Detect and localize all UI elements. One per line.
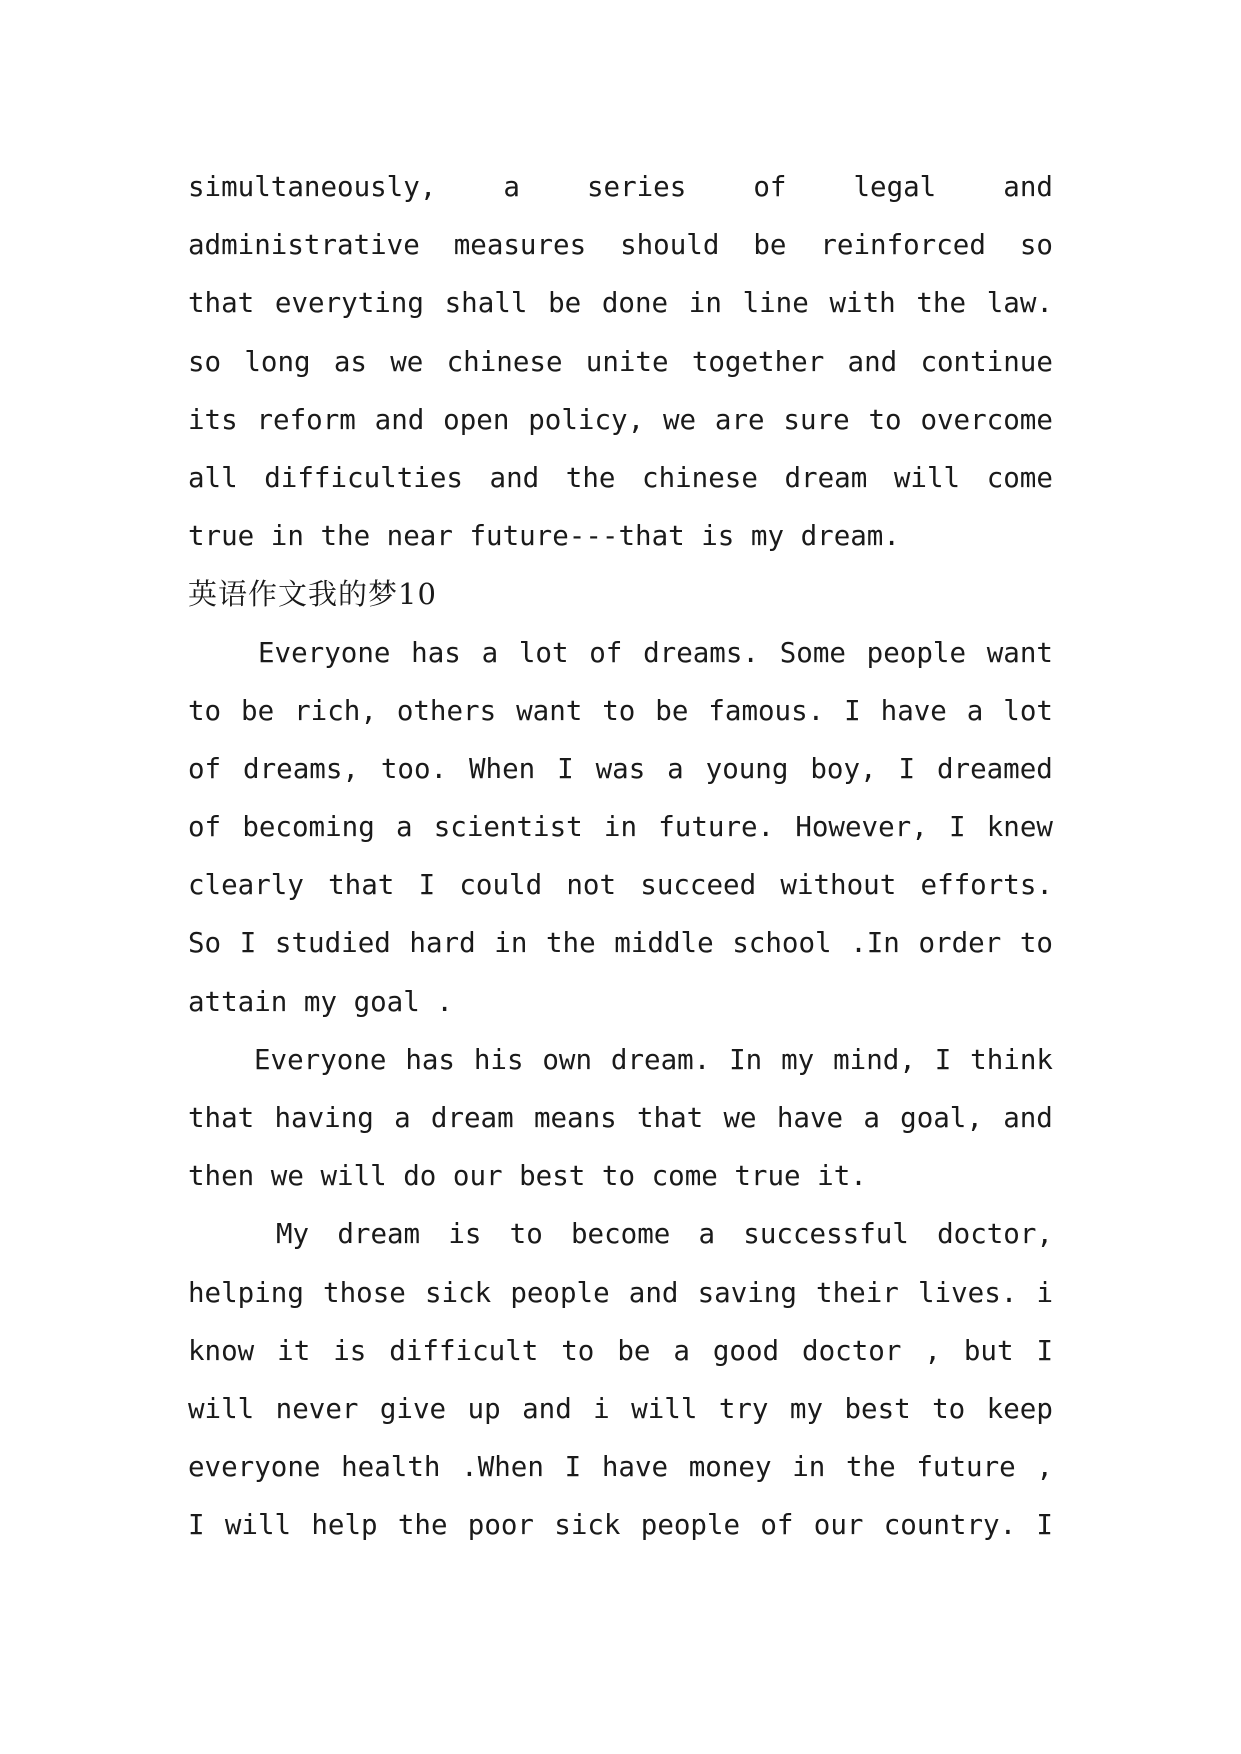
word: overcome [920, 403, 1053, 436]
word: dream. [610, 1043, 711, 1076]
word: a [667, 752, 684, 785]
word: dream [430, 1102, 514, 1134]
word: we [723, 1102, 757, 1134]
word: of [188, 811, 222, 844]
word: I [948, 811, 966, 844]
word: a [395, 811, 413, 844]
word: administrative [188, 229, 420, 262]
word: I [844, 694, 861, 727]
word: will [631, 1392, 698, 1425]
word: However, [795, 811, 928, 844]
text-line [188, 740, 1053, 798]
word: shall [444, 287, 528, 320]
word: succeed [640, 869, 757, 902]
word: policy, [528, 403, 645, 436]
word: of [760, 1509, 794, 1542]
word: I [239, 927, 257, 960]
word: of [589, 636, 623, 669]
word: people [866, 636, 966, 669]
word: famous. [708, 694, 825, 727]
word: a [481, 636, 499, 669]
word: a [966, 694, 984, 727]
word: I [934, 1043, 952, 1076]
word: have [880, 694, 947, 727]
word: I [1036, 1509, 1053, 1542]
word: difficulties [264, 461, 463, 494]
word: health [341, 1451, 441, 1484]
text-line [188, 1264, 1053, 1322]
word: I [898, 752, 916, 785]
word: will [893, 461, 961, 494]
text-line [188, 798, 1053, 856]
word: not [566, 869, 617, 902]
text-line [188, 682, 1053, 740]
word: to [602, 694, 636, 727]
word: and [1003, 1102, 1053, 1134]
word: I [1036, 1334, 1053, 1367]
word: we [662, 403, 697, 436]
word: be [753, 229, 787, 262]
word: order [918, 927, 1002, 960]
word: know [188, 1334, 255, 1367]
word: saving [697, 1276, 797, 1309]
word: to [561, 1334, 595, 1367]
word: future [916, 1451, 1016, 1484]
word: keep [986, 1392, 1053, 1425]
text-line [188, 914, 1053, 972]
word: law. [986, 287, 1053, 320]
word: be [548, 287, 582, 320]
word: give [379, 1392, 447, 1425]
word: so [188, 345, 222, 378]
word: people [640, 1509, 741, 1542]
word: open [443, 403, 510, 436]
text-line: attain my goal . [188, 985, 453, 1018]
word: was [595, 752, 646, 785]
word: efforts. [920, 869, 1053, 902]
word: reinforced [820, 229, 986, 262]
word: young [705, 752, 789, 785]
word: in [494, 927, 528, 960]
word: sick [424, 1276, 492, 1309]
word: reform [256, 403, 356, 436]
word: So [188, 927, 222, 960]
word: i [1036, 1276, 1053, 1309]
word: becoming [242, 811, 375, 844]
word: dream [784, 461, 868, 494]
word: line [742, 287, 809, 320]
word: in [603, 811, 638, 844]
section-heading: 英语作文我的梦10 [188, 577, 437, 612]
text-line [188, 216, 1053, 274]
word: sick [554, 1509, 621, 1542]
text-line [188, 274, 1053, 332]
word: that [188, 1102, 255, 1134]
word: a [394, 1102, 411, 1134]
word: hard [409, 927, 476, 960]
word: difficult [389, 1334, 539, 1367]
word: sure [783, 403, 850, 436]
word: their [816, 1276, 899, 1309]
word: I [418, 869, 436, 902]
word: be [241, 694, 275, 727]
word: of [753, 171, 787, 203]
word: so [1019, 229, 1053, 262]
word: , [1036, 1451, 1053, 1484]
word: should [620, 229, 720, 262]
word: school [732, 927, 832, 960]
word: is [448, 1218, 482, 1251]
text-line [188, 1496, 1053, 1554]
word: think [970, 1043, 1053, 1076]
word: my [789, 1392, 824, 1425]
word: When [468, 752, 536, 785]
word: own [542, 1043, 593, 1076]
word: legal [853, 171, 937, 203]
text-line [188, 449, 1053, 507]
word: have [601, 1451, 669, 1484]
word: want [516, 694, 583, 727]
word: to [1019, 927, 1053, 960]
text-line [188, 856, 1053, 914]
word: that [636, 1102, 704, 1134]
text-line [188, 391, 1053, 449]
word: will [188, 1392, 255, 1425]
word: and [628, 1276, 679, 1309]
word: long [244, 345, 311, 378]
word: try [718, 1392, 769, 1425]
word: be [617, 1334, 651, 1367]
word: it [277, 1334, 311, 1367]
word: a [698, 1218, 716, 1251]
word: done [601, 287, 669, 320]
word: helping [188, 1276, 304, 1309]
word: the [846, 1451, 896, 1484]
word: and [522, 1392, 572, 1425]
word: come [986, 461, 1053, 494]
word: in [792, 1451, 826, 1484]
word: middle [614, 927, 714, 960]
text-line [188, 333, 1053, 391]
word: others [396, 694, 497, 727]
word: the [916, 287, 967, 320]
word: clearly [188, 869, 304, 902]
word: future. [658, 811, 775, 844]
document-body [188, 158, 1053, 1555]
word: and [374, 403, 425, 436]
word: the [565, 461, 616, 494]
word: become [570, 1218, 671, 1251]
word: that [328, 869, 395, 902]
word: we [390, 345, 424, 378]
word: with [829, 287, 896, 320]
text-line [188, 158, 1053, 216]
word: .In [850, 927, 900, 960]
word: series [586, 171, 687, 203]
word: my [781, 1043, 815, 1076]
word: doctor [802, 1334, 902, 1367]
word: a [503, 171, 520, 203]
word: in [688, 287, 722, 320]
text-line [188, 1031, 1053, 1089]
word: Some [779, 636, 846, 669]
word: Everyone [258, 636, 391, 669]
word: I [188, 1509, 205, 1542]
word: best [844, 1392, 911, 1425]
word: a [863, 1102, 880, 1134]
word: and [489, 461, 540, 494]
text-line: true in the near future---that is my dream. [188, 520, 900, 553]
word: without [780, 869, 897, 902]
word: good [712, 1334, 780, 1367]
word: poor [467, 1509, 534, 1542]
word: could [459, 869, 543, 902]
word: I [557, 752, 574, 785]
word: doctor, [937, 1218, 1053, 1251]
word: be [655, 694, 689, 727]
word: its [188, 403, 238, 436]
text-line [188, 1089, 1053, 1147]
word: successful [743, 1218, 909, 1251]
word: .When [461, 1451, 544, 1484]
word: those [323, 1276, 406, 1309]
word: to [509, 1218, 543, 1251]
word: lives. [917, 1276, 1018, 1309]
word: together [691, 345, 825, 378]
word: to [932, 1392, 966, 1425]
word: and [1003, 171, 1053, 203]
word: I [564, 1451, 582, 1484]
word: help [311, 1509, 378, 1542]
word: having [274, 1102, 374, 1134]
word: everyting [274, 287, 424, 320]
word: rich, [294, 694, 377, 727]
word: and [847, 345, 898, 378]
word: lot [1003, 694, 1053, 727]
word: chinese [642, 461, 758, 494]
word: to [188, 694, 222, 727]
word: money [688, 1451, 772, 1484]
word: as [333, 345, 367, 378]
word: My [276, 1218, 310, 1251]
text-line [188, 1380, 1053, 1438]
word: but [963, 1334, 1014, 1367]
word: i [593, 1392, 610, 1425]
word: of [188, 752, 222, 785]
text-line [188, 1322, 1053, 1380]
word: all [188, 461, 238, 494]
word: continue [920, 345, 1053, 378]
word: will [224, 1509, 292, 1542]
word: , [924, 1334, 941, 1367]
word: has [411, 636, 461, 669]
word: measures [453, 229, 587, 262]
word: dreams. [643, 636, 759, 669]
word: never [275, 1392, 359, 1425]
word: dreams, [243, 752, 359, 785]
word: lot [518, 636, 569, 669]
word: goal, [900, 1102, 983, 1134]
word: boy, [810, 752, 877, 785]
word: everyone [188, 1451, 321, 1484]
word: have [776, 1102, 844, 1134]
word: his [473, 1043, 524, 1076]
word: chinese [446, 345, 563, 378]
word: has [405, 1043, 455, 1076]
word: people [510, 1276, 610, 1309]
word: scientist [433, 811, 583, 844]
word: to [868, 403, 902, 436]
word: unite [585, 345, 669, 378]
text-line: then we will do our best to come true it. [188, 1160, 867, 1193]
word: a [673, 1334, 690, 1367]
text-line [188, 1205, 1053, 1263]
word: are [714, 403, 765, 436]
word: dream [337, 1218, 421, 1251]
word: means [533, 1102, 617, 1134]
word: studied [274, 927, 391, 960]
word: up [467, 1392, 501, 1425]
word: too. [380, 752, 448, 785]
text-line [188, 1438, 1053, 1496]
word: is [333, 1334, 367, 1367]
word: dreamed [936, 752, 1053, 785]
word: the [546, 927, 596, 960]
word: want [986, 636, 1053, 669]
word: country. [883, 1509, 1017, 1542]
word: our [813, 1509, 864, 1542]
text-line [188, 624, 1053, 682]
word: mind, [833, 1043, 916, 1076]
word: simultaneously, [188, 171, 437, 203]
word: the [397, 1509, 448, 1542]
word: knew [986, 811, 1053, 844]
word: that [188, 287, 255, 320]
word: Everyone [254, 1043, 387, 1076]
word: In [729, 1043, 763, 1076]
